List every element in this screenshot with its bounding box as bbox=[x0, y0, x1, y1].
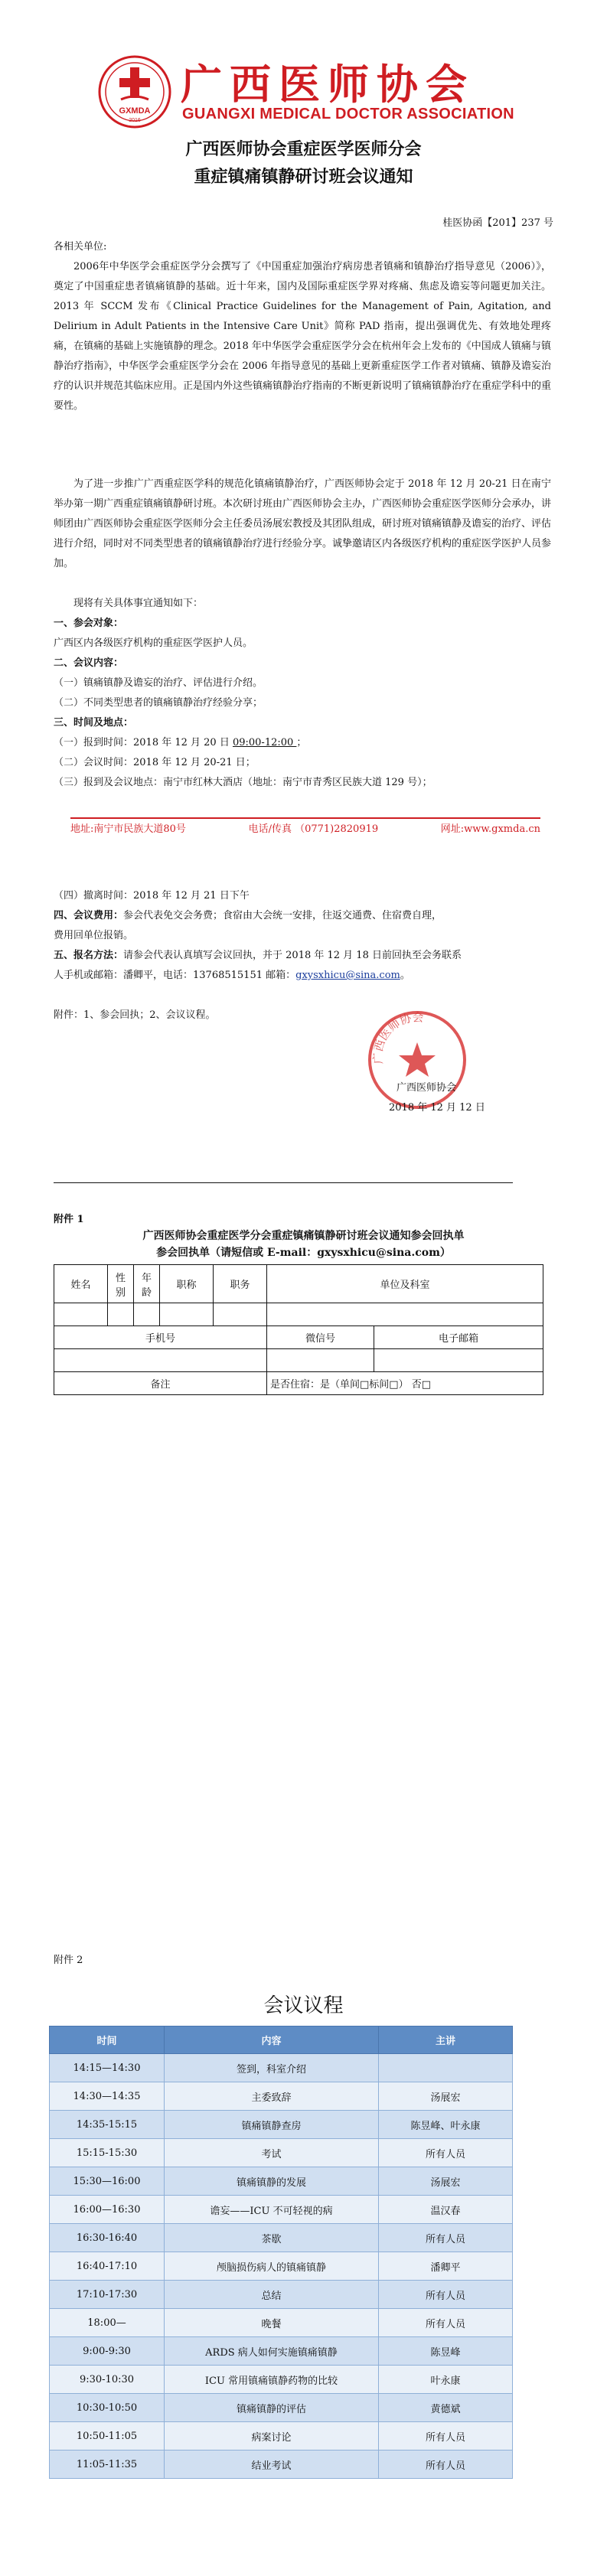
section-participants-title: 一、参会对象： bbox=[54, 618, 124, 629]
input-age[interactable] bbox=[134, 1303, 160, 1326]
agenda-row bbox=[50, 2196, 513, 2224]
svg-text:广西医师协会: 广西医师协会 bbox=[370, 1010, 424, 1065]
registration-time: （一）报到时间：2018 年 12 月 20 日 09:00-12:00 ； bbox=[54, 737, 307, 748]
association-name: 广西医师协会 bbox=[181, 60, 475, 109]
agenda-content: 主委致辞 bbox=[165, 2082, 379, 2111]
notice-title-line1: 广西医师协会重症医学医师分会 bbox=[185, 140, 422, 159]
agenda-content: 茶歇 bbox=[165, 2224, 379, 2252]
input-position[interactable] bbox=[214, 1303, 267, 1326]
agenda-time: 10:50-11:05 bbox=[50, 2422, 165, 2450]
agenda-time: 16:40-17:10 bbox=[50, 2252, 165, 2281]
agenda-title: 会议议程 bbox=[263, 1994, 344, 2017]
agenda-header-content: 内容 bbox=[165, 2027, 379, 2054]
agenda-speaker: 陈昱峰 bbox=[379, 2337, 513, 2366]
header-name: 姓名 bbox=[54, 1265, 108, 1303]
attachments-list: 附件：1、参会回执；2、会议议程。 bbox=[54, 1009, 216, 1021]
agenda-speaker: 所有人员 bbox=[379, 2309, 513, 2337]
header-position: 职务 bbox=[214, 1265, 267, 1303]
input-name[interactable] bbox=[54, 1303, 108, 1326]
paragraph-purpose: 为了进一步推广广西重症医学科的规范化镇痛镇静治疗，广西医师协会定于 2018 年 12 月 20-21 日在南宁举办第一期广西重症镇痛镇静研讨班。本次研讨班由广西医师协会主办，广西医师协会重症医学医师分会承办，讲师团由广西医师协会重症医学医师分会主任委员汤展宏教授及其团队组成，研讨班对镇痛镇静及谵妄的治疗、评估进行介绍，同时对不同类型患者的镇痛镇静治疗进行经验分享。诚挚邀请区内各级医疗机构的重症医学医护人员参加。 bbox=[54, 478, 552, 569]
agenda-content: 谵妄——ICU 不可轻视的病 bbox=[165, 2196, 379, 2224]
agenda-content: 签到，科室介绍 bbox=[165, 2054, 379, 2082]
signature-date: 2018 年 12 月 12 日 bbox=[389, 1102, 485, 1114]
agenda-time: 16:00—16:30 bbox=[50, 2196, 165, 2224]
agenda-time: 18:00— bbox=[50, 2309, 165, 2337]
contact-email-link[interactable]: gxysxhicu@sina.com bbox=[295, 970, 400, 981]
paragraph-background: 2006年中华医学会重症医学分会撰写了《中国重症加强治疗病房患者镇痛和镇静治疗指导意见（2006）》，奠定了中国重症患者镇痛镇静的基础。近十年来，国内及国际重症医学界对疼痛、焦虑及谵妄等问题更加关注。2013 年 SCCM 发布《Clinical Practice Guidelines for the Management of Pain, Agitation, and Delirium in Adult Patients in the Intensive Care Unit》简称 PAD 指南，提出强调优先、有效地处理疼痛，在镇痛的基础上实施镇静的理念。2018 年中华医学会重症医学分会在杭州年会上发布的《中国成人镇痛与镇静治疗指南》，中华医学会重症医学分会在 2006 年指导意见的基础上更新重症医学工作者对镇痛、镇静及谵妄治疗的认识并规范其临床应用。正是国内外这些镇痛镇静治疗指南的不断更新说明了镇痛镇静治疗在重症学科中的重要性。 bbox=[54, 261, 552, 412]
agenda-row bbox=[50, 2281, 513, 2309]
header-gender: 性别 bbox=[108, 1265, 134, 1303]
agenda-time: 16:30-16:40 bbox=[50, 2224, 165, 2252]
agenda-time: 10:30-10:50 bbox=[50, 2394, 165, 2422]
agenda-row bbox=[50, 2394, 513, 2422]
input-title[interactable] bbox=[160, 1303, 214, 1326]
agenda-time: 9:30-10:30 bbox=[50, 2366, 165, 2394]
agenda-time: 15:30—16:00 bbox=[50, 2167, 165, 2196]
section-content-item: （二）不同类型患者的镇痛镇静治疗经验分享； bbox=[54, 697, 263, 709]
agenda-speaker: 所有人员 bbox=[379, 2450, 513, 2479]
section-content-item: （一）镇痛镇静及谵妄的治疗、评估进行介绍。 bbox=[54, 677, 263, 689]
meeting-time: （二）会议时间：2018 年 12 月 20-21 日； bbox=[54, 757, 256, 768]
section-participants-text: 广西区内各级医疗机构的重症医学医护人员。 bbox=[54, 637, 253, 649]
label-wechat: 微信号 bbox=[267, 1326, 374, 1349]
departure-time: （四）撤离时间：2018 年 12 月 21 日下午 bbox=[54, 890, 250, 902]
agenda-table bbox=[49, 2026, 513, 2479]
agenda-content: 镇痛镇静的发展 bbox=[165, 2167, 379, 2196]
agenda-speaker bbox=[379, 2054, 513, 2082]
agenda-row bbox=[50, 2224, 513, 2252]
header-unit: 单位及科室 bbox=[267, 1265, 543, 1303]
contact-phone: 13768515151 bbox=[193, 970, 263, 981]
agenda-row bbox=[50, 2054, 513, 2082]
attachment1-label: 附件 1 bbox=[54, 1214, 84, 1225]
agenda-content: 总结 bbox=[165, 2281, 379, 2309]
agenda-content: 镇痛镇静的评估 bbox=[165, 2394, 379, 2422]
agenda-speaker: 所有人员 bbox=[379, 2281, 513, 2309]
letterhead-footer bbox=[70, 820, 540, 835]
agenda-speaker: 叶永康 bbox=[379, 2366, 513, 2394]
agenda-time: 14:15—14:30 bbox=[50, 2054, 165, 2082]
agenda-content: 颅脑损伤病人的镇痛镇静 bbox=[165, 2252, 379, 2281]
agenda-content: ARDS 病人如何实施镇痛镇静 bbox=[165, 2337, 379, 2366]
agenda-time: 17:10-17:30 bbox=[50, 2281, 165, 2309]
attachment2-label: 附件 2 bbox=[54, 1955, 83, 1966]
agenda-row bbox=[50, 2450, 513, 2479]
meeting-location: （三）报到及会议地点：南宁市红林大酒店（地址：南宁市青秀区民族大道 129 号）； bbox=[54, 777, 432, 788]
section-registration: 五、报名方法：请参会代表认真填写会议回执，并于 2018 年 12 月 18 日前回执至会务联系 bbox=[54, 950, 462, 961]
agenda-time: 15:15-15:30 bbox=[50, 2139, 165, 2167]
agenda-content: 晚餐 bbox=[165, 2309, 379, 2337]
agenda-speaker: 黄德斌 bbox=[379, 2394, 513, 2422]
header-title: 职称 bbox=[160, 1265, 214, 1303]
agenda-speaker: 所有人员 bbox=[379, 2422, 513, 2450]
letterhead-footer-rule bbox=[70, 817, 540, 819]
logo-text: GXMDA bbox=[119, 106, 151, 116]
association-english-name: GUANGXI MEDICAL DOCTOR ASSOCIATION bbox=[182, 106, 514, 122]
section-fee-cont: 费用回单位报销。 bbox=[54, 930, 134, 941]
footer-tel: 电话/传真 （0771)2820919 bbox=[248, 823, 379, 835]
agenda-row bbox=[50, 2139, 513, 2167]
agenda-speaker: 所有人员 bbox=[379, 2139, 513, 2167]
agenda-content: ICU 常用镇痛镇静药物的比较 bbox=[165, 2366, 379, 2394]
signature-org: 广西医师协会 bbox=[397, 1082, 457, 1094]
agenda-row bbox=[50, 2111, 513, 2139]
agenda-content: 病案讨论 bbox=[165, 2422, 379, 2450]
agenda-row bbox=[50, 2082, 513, 2111]
agenda-content: 镇痛镇静查房 bbox=[165, 2111, 379, 2139]
input-unit[interactable] bbox=[267, 1303, 543, 1326]
agenda-time: 14:35-15:15 bbox=[50, 2111, 165, 2139]
agenda-speaker: 所有人员 bbox=[379, 2224, 513, 2252]
input-wechat[interactable] bbox=[267, 1349, 374, 1372]
agenda-time: 14:30—14:35 bbox=[50, 2082, 165, 2111]
input-phone[interactable] bbox=[54, 1349, 267, 1372]
section-divider bbox=[54, 1182, 513, 1183]
association-logo-icon bbox=[98, 55, 171, 129]
attachment1-title: 广西医师协会重症医学分会重症镇痛镇静研讨班会议通知参会回执单 bbox=[142, 1230, 465, 1242]
paragraph-intro: 现将有关具体事宜通知如下： bbox=[73, 598, 204, 609]
section-fee: 四、会议费用：参会代表免交会务费；食宿由大会统一安排，往返交通费、住宿费自理， bbox=[54, 910, 442, 921]
logo-year: 2016 bbox=[129, 118, 141, 123]
agenda-speaker: 陈昱峰、叶永康 bbox=[379, 2111, 513, 2139]
agenda-speaker: 汤展宏 bbox=[379, 2167, 513, 2196]
agenda-speaker: 汤展宏 bbox=[379, 2082, 513, 2111]
agenda-header-speaker: 主讲 bbox=[379, 2027, 513, 2054]
agenda-speaker: 温汉春 bbox=[379, 2196, 513, 2224]
notice-title-line2: 重症镇痛镇静研讨班会议通知 bbox=[194, 168, 413, 187]
label-email: 电子邮箱 bbox=[374, 1326, 543, 1349]
agenda-header-time: 时间 bbox=[50, 2027, 165, 2054]
footer-web: 网址:www.gxmda.cn bbox=[440, 823, 540, 835]
agenda-time: 9:00-9:30 bbox=[50, 2337, 165, 2366]
attachment1-subtitle: 参会回执单（请短信或 E-mail：gxysxhicu@sina.com） bbox=[156, 1247, 451, 1259]
label-phone: 手机号 bbox=[54, 1326, 267, 1349]
contact-line: 人手机或邮箱：潘卿平，电话：13768515151 邮箱：gxysxhicu@sina.com。 bbox=[54, 970, 410, 981]
input-email[interactable] bbox=[374, 1349, 543, 1372]
agenda-content: 结业考试 bbox=[165, 2450, 379, 2479]
registration-form-table bbox=[54, 1264, 543, 1395]
agenda-content: 考试 bbox=[165, 2139, 379, 2167]
document-number: 桂医协函【201】237 号 bbox=[442, 217, 553, 229]
section-time-title: 三、时间及地点： bbox=[54, 717, 134, 729]
agenda-row bbox=[50, 2167, 513, 2196]
input-gender[interactable] bbox=[108, 1303, 134, 1326]
agenda-row bbox=[50, 2337, 513, 2366]
agenda-speaker: 潘卿平 bbox=[379, 2252, 513, 2281]
label-remark: 备注 bbox=[54, 1372, 267, 1395]
agenda-row bbox=[50, 2252, 513, 2281]
agenda-time: 11:05-11:35 bbox=[50, 2450, 165, 2479]
lodging-choice[interactable]: 是否住宿：是（单间□标间□） 否□ bbox=[267, 1372, 543, 1395]
footer-address: 地址:南宁市民族大道80号 bbox=[70, 823, 186, 835]
header-age: 年龄 bbox=[134, 1265, 160, 1303]
agenda-row bbox=[50, 2422, 513, 2450]
agenda-row bbox=[50, 2309, 513, 2337]
section-content-title: 二、会议内容： bbox=[54, 657, 124, 669]
salutation: 各相关单位: bbox=[54, 241, 107, 253]
agenda-row bbox=[50, 2366, 513, 2394]
